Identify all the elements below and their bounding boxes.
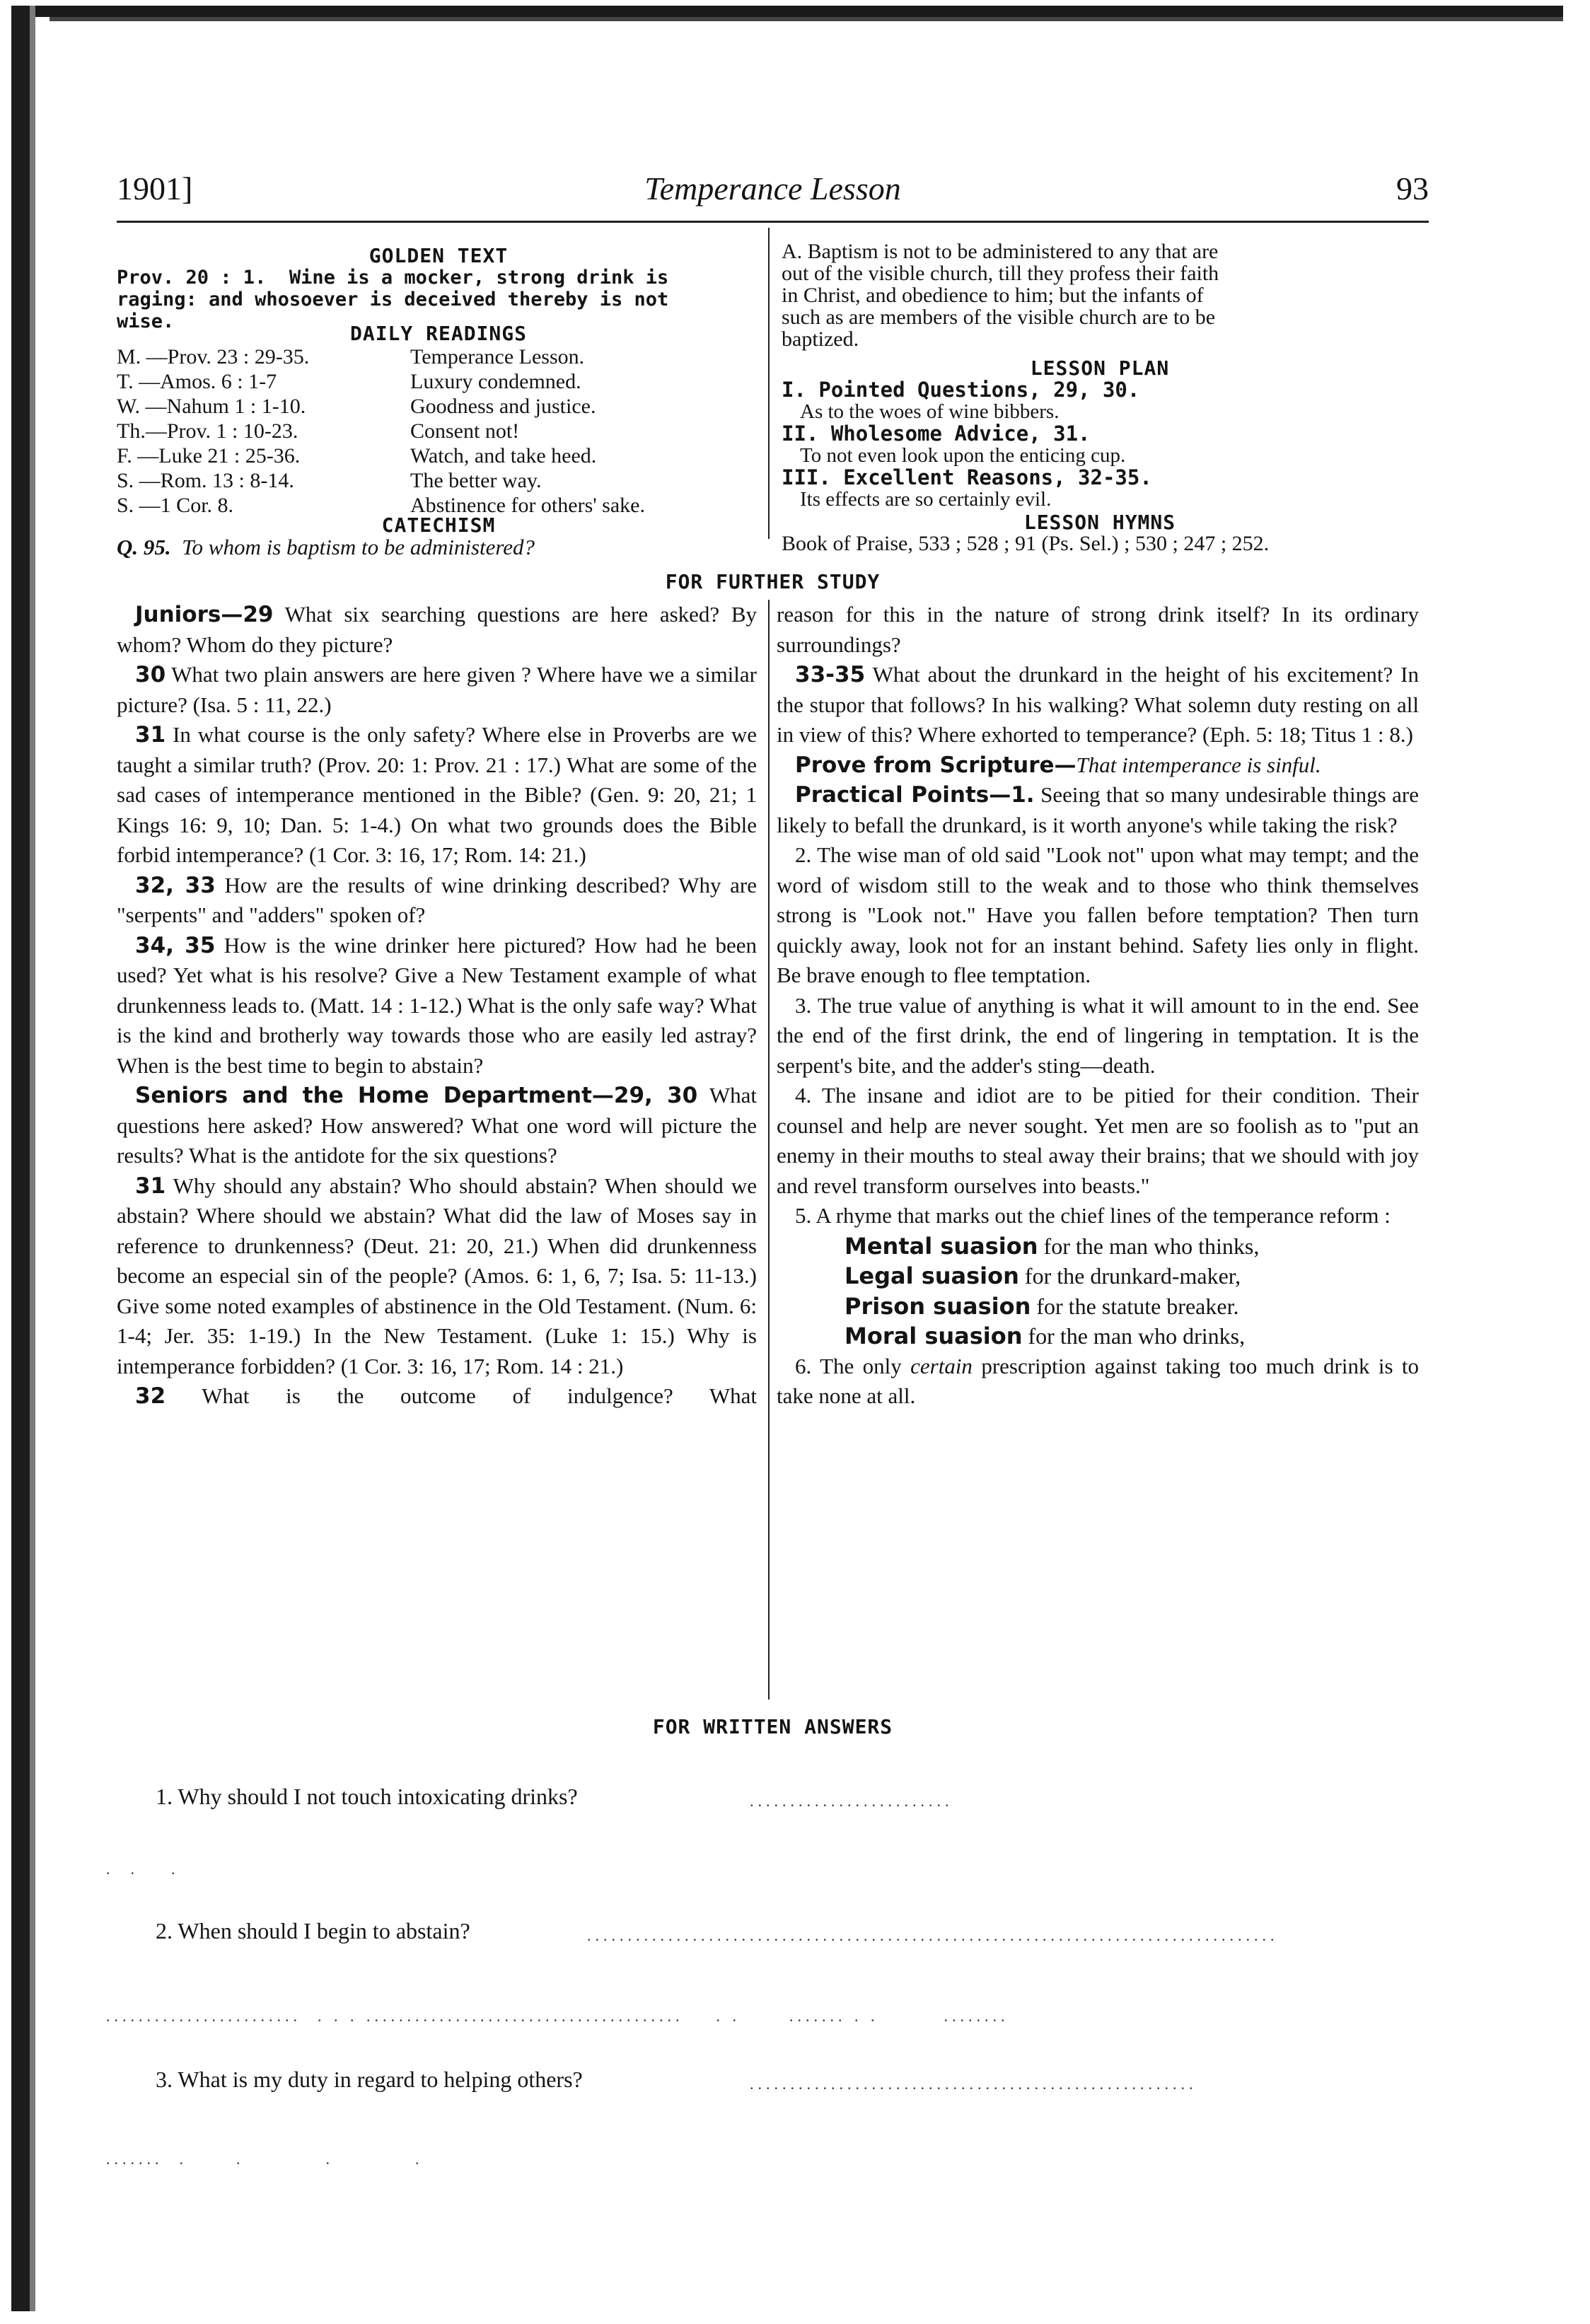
reading-title: The better way. [410,469,542,492]
answer-line[interactable]: ..................................................................................... [587,1927,1279,1944]
seniors-2930-text: What questions here asked? How answered? What one word will picture the results? What is the antidote for the six questions? [117,1083,757,1168]
catechism-answer-line: in Christ, and obedience to him; but the infants of [782,284,1204,307]
suasion-rest: for the drunkard-maker, [1024,1263,1241,1289]
page-number: 93 [1396,170,1429,207]
suasion-bold: Prison suasion [845,1292,1031,1320]
suasion-line [777,1321,1419,1352]
further-study-right-column [777,600,1419,1412]
lesson-plan-sub: As to the woes of wine bibbers. [800,400,1060,423]
juniors-30-num: 30 [135,662,166,687]
practical-point-6-b: prescription against taking too much drink is to take none at all. [777,1353,1419,1408]
written-answers-heading: FOR WRITTEN ANSWERS [652,1715,893,1738]
reading-title: Abstinence for others' sake. [410,494,645,517]
practical-point-5: 5. A rhyme that marks out the chief lines of the temperance reform : [795,1203,1391,1228]
seniors-32-start: What is the outcome of indulgence? What [202,1383,757,1408]
answer-line[interactable]: ........................ . . . ....................................... . . ....... . . ........ [106,2007,1009,2025]
catechism-answer-line: out of the visible church, till they profess their faith [782,262,1219,285]
lesson-hymns-text: Book of Praise, 533 ; 528 ; 91 (Ps. Sel.) ; 530 ; 247 ; 252. [782,532,1270,555]
catechism-answer-line: A. Baptism is not to be administered to any that are [782,240,1219,263]
scan-border-top [14,6,1563,17]
juniors-31-text: In what course is the only safety? Where else in Proverbs are we taught a similar truth? (Prov. 20: 1: Prov. 21 : 17.) What are some of the sad cases of intemperance mentioned in the Bible? (Gen. 9: 20, 21; 1 Kings 16: 9, 10; Dan. 5: 1-4.) On what two grounds does the Bible forbid intemperance? (1 Cor. 3: 16, 17; Rom. 14: 21.) [117,722,757,867]
golden-text-line3: wise. [117,310,175,332]
header-title: Temperance Lesson [644,170,901,207]
s3335-num: 33-35 [795,662,866,687]
golden-text-heading: GOLDEN TEXT [369,244,509,267]
prove-label: Prove from Scripture— [795,752,1077,778]
seniors-31-num: 31 [135,1173,166,1199]
running-head [117,170,1429,212]
reading-title: Watch, and take heed. [410,444,597,467]
practical-point-2: 2. The wise man of old said "Look not" upon what may tempt; and the word of wisdom still to the weak and to those who think themselves strong is "Look not." Have you fallen before temptation? Then turn quickly away, look not for an instant behind. Safety lies only in flight. Be brave enough to flee temptation. [777,842,1419,987]
answer-line[interactable]: ......................... [750,1792,953,1810]
catechism-q-number: Q. 95. [117,535,171,559]
catechism-answer-line: such as are members of the visible church are to be [782,306,1216,329]
column-divider-upper [768,228,770,539]
further-study-left-column [117,600,757,1412]
lesson-plan-sub: Its effects are so certainly evil. [800,488,1052,511]
lesson-hymns-heading: LESSON HYMNS [1023,511,1176,534]
practical-point-4: 4. The insane and idiot are to be pitied for their condition. Their counsel and help are never sought. Yet men are so foolish as to "put an enemy in their mouths to steal away their brains; that we should with joy and revel transform ourselves into beasts." [777,1083,1419,1198]
juniors-3233-text: How are the results of wine drinking described? Why are "serpents" and "adders" spoken of? [117,872,758,927]
seniors-31-text: Why should any abstain? Who should abstain? When should we abstain? Where should we abstain? What did the law of Moses say in reference to drunkenness? (Deut. 21: 20, 21.) When did drunkenness become an especial sin of the people? (Amos. 6: 1, 6, 7; Isa. 5: 11-13.) Give some noted examples of abstinence in the Old Testament. (Num. 6: 1-4; Jer. 35: 1-19.) In the New Testament. (Luke 1: 15.) Why is intemperance forbidden? (1 Cor. 3: 16, 17; Rom. 14 : 21.) [117,1173,757,1378]
golden-text-line1: Wine is a mocker, strong drink is [289,267,669,289]
s3335-text: What about the drunkard in the height of his excitement? In the stupor that follows? In his walking? What solemn duty resting on all in view of this? Where exhorted to temperance? (Eph. 5: 18; Titus 1 : 8.) [777,662,1419,747]
further-study-heading: FOR FURTHER STUDY [665,570,881,593]
lesson-plan-sub: To not even look upon the enticing cup. [800,444,1126,467]
column-divider-lower [768,600,770,1700]
answer-line[interactable]: . . . [106,1860,180,1878]
golden-text-line2: raging: and whosoever is deceived thereby is not [117,289,669,310]
suasion-line [777,1291,1419,1322]
practical-point-1: Seeing that so many undesirable things are likely to befall the drunkard, is it worth anyone's while taking the risk? [777,782,1419,837]
scan-border-top-shadow [50,17,1563,21]
written-question-1: 1. Why should I not touch intoxicating drinks? [156,1784,578,1809]
suasion-line [777,1261,1419,1291]
practical-point-6-a: 6. The only [795,1353,902,1378]
juniors-30-text: What two plain answers are here given ? Where have we a similar picture? (Isa. 5 : 11, 22.) [117,662,757,717]
reading-ref: W. —Nahum 1 : 1-10. [117,395,306,418]
lesson-plan [782,379,1418,511]
juniors-label: Juniors—29 [135,602,274,627]
catechism-answer [782,240,1418,350]
suasion-bold: Legal suasion [845,1262,1019,1289]
reading-ref: F. —Luke 21 : 25-36. [117,444,301,467]
juniors-3233-num: 32, 33 [135,872,216,898]
juniors-29-text: What six searching questions are here asked? By whom? Whom do they picture? [117,602,757,657]
practical-point-3: 3. The true value of anything is what it will amount to in the end. See the end of the first drink, the end of lingering in temptation. It is the serpent's bite, and the adder's sting—death. [777,992,1419,1078]
header-year: 1901] [117,170,193,207]
catechism-q-text: To whom is baptism to be administered? [182,535,535,559]
reading-ref: Th.—Prov. 1 : 10-23. [117,419,298,443]
seniors-32-continued: reason for this in the nature of strong drink itself? In its ordinary surroundings? [777,602,1419,657]
suasion-rest: for the man who drinks, [1028,1323,1246,1349]
prove-text: That intemperance is sinful. [1076,752,1321,777]
seniors-32-num: 32 [135,1383,166,1409]
suasion-rest: for the man who thinks, [1043,1233,1260,1259]
answer-line[interactable]: ....................................................... [750,2075,1197,2093]
written-question-3: 3. What is my duty in regard to helping others? [156,2067,583,2092]
juniors-3435-text: How is the wine drinker here pictured? How had he been used? Yet what is his resolve? Give a New Testament example of what drunkenness leads to. (Matt. 14 : 1-12.) What is the only safe way? What is the kind and brotherly way towards those who are easily led astray? When is the best time to begin to abstain? [117,932,757,1078]
seniors-label: Seniors and the Home Department—29, 30 [135,1083,698,1108]
reading-ref: S. —1 Cor. 8. [117,494,234,517]
lesson-plan-point: III. Excellent Reasons, 32-35. [782,465,1152,489]
catechism-heading: CATECHISM [381,513,496,537]
reading-title: Goodness and justice. [410,395,596,418]
suasion-bold: Moral suasion [845,1323,1023,1349]
lesson-plan-point: II. Wholesome Advice, 31. [782,422,1091,446]
lesson-plan-heading: LESSON PLAN [1030,356,1170,380]
juniors-31-num: 31 [135,722,166,748]
reading-ref: T. —Amos. 6 : 1-7 [117,370,277,393]
daily-readings-heading: DAILY READINGS [349,322,527,345]
reading-title: Consent not! [410,419,520,443]
juniors-3435-num: 34, 35 [135,932,216,958]
practical-point-6-italic: certain [910,1353,973,1378]
answer-line[interactable]: ....... . . . . [106,2150,424,2168]
header-rule [117,221,1429,223]
scan-border-left [11,6,30,2311]
practical-label: Practical Points—1. [795,782,1035,808]
catechism-question [117,535,760,560]
reading-ref: S. —Rom. 13 : 8-14. [117,469,294,492]
written-question-2: 2. When should I begin to abstain? [156,1918,470,1944]
reading-title: Temperance Lesson. [410,345,585,368]
reading-title: Luxury condemned. [410,370,581,393]
suasion-line [777,1231,1419,1262]
lesson-plan-point: I. Pointed Questions, 29, 30. [782,378,1140,402]
reading-ref: M. —Prov. 23 : 29-35. [117,345,310,368]
suasion-bold: Mental suasion [845,1232,1038,1260]
catechism-answer-line: baptized. [782,327,859,351]
scan-border-left-shadow [30,6,35,2311]
suasion-rest: for the statute breaker. [1036,1293,1239,1319]
golden-text-ref: Prov. 20 : 1. [117,267,267,289]
